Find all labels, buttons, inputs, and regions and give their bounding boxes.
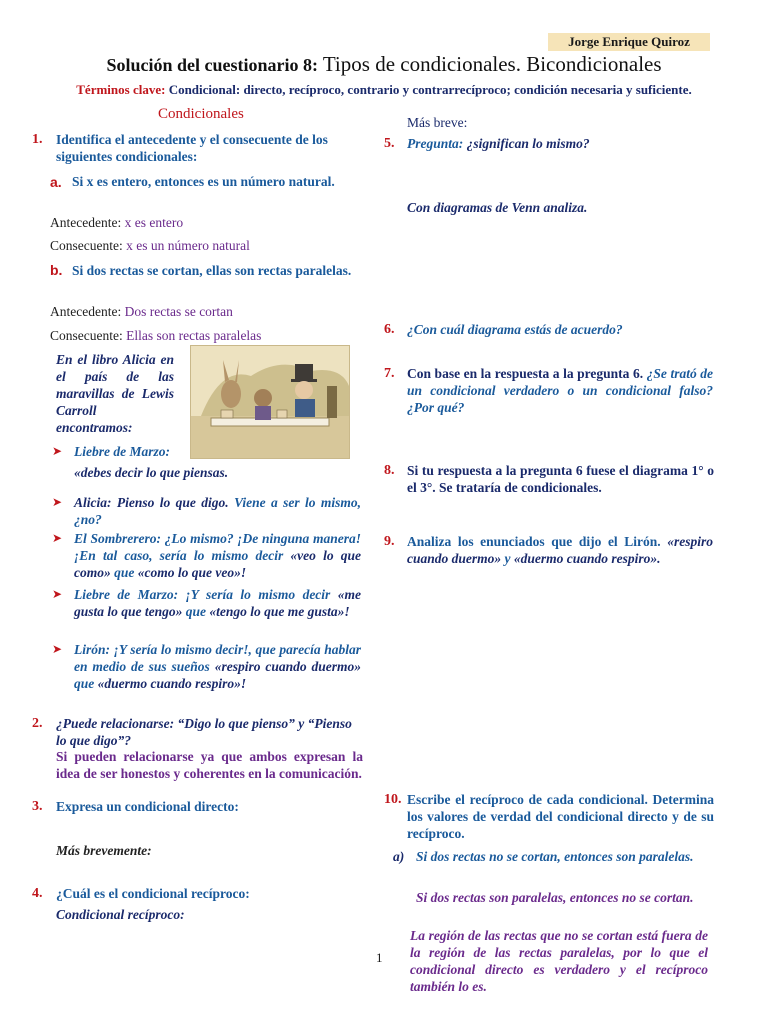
page-title bbox=[0, 52, 768, 77]
q1-text: Identifica el antecedente y el consecuente de los siguientes condicionales: bbox=[56, 132, 328, 164]
q10a-label: a) bbox=[393, 849, 405, 864]
tea-party-illustration bbox=[190, 345, 350, 459]
q5-text: ¿significan lo mismo? bbox=[466, 136, 590, 151]
sombrerero-c: que bbox=[114, 565, 135, 580]
item-a-label: a. bbox=[50, 174, 62, 190]
alicia-b: Viene a ser lo mismo, ¿no? bbox=[74, 495, 361, 527]
q7-text-b: ¿Se trató de un condicional verdadero o un condicional falso? ¿Por qué? bbox=[407, 366, 714, 415]
page-number: 1 bbox=[376, 950, 383, 965]
q1-number: 1. bbox=[32, 132, 43, 147]
b-antecedent-value: Dos rectas se cortan bbox=[124, 304, 233, 319]
liebre2-line bbox=[74, 586, 361, 620]
a-antecedent-value: x es entero bbox=[124, 215, 184, 230]
q9-text-a: Analiza los enunciados que dijo el Lirón. bbox=[407, 534, 661, 549]
q2-answer: Si pueden relacionarse ya que ambos expresan la idea de ser honestos y coherentes en la comunicación. bbox=[56, 749, 363, 781]
title-rest: Tipos de condicionales. Bicondicionales bbox=[322, 52, 662, 76]
item-b-label: b. bbox=[50, 262, 63, 278]
book-intro: En el libro Alicia en el país de las maravillas de Lewis Carroll encontramos: bbox=[56, 352, 174, 435]
keywords-text: Condicional: directo, recíproco, contrario y contrarrecíproco; condición necesaria y suficiente. bbox=[168, 82, 692, 97]
red-arrowhead-icon: ➤ bbox=[52, 587, 63, 601]
section-heading: Condicionales bbox=[158, 106, 244, 122]
title-bold: Solución del cuestionario 8: bbox=[106, 55, 318, 75]
liron-c: que bbox=[74, 676, 95, 691]
q9-text-d: «duermo cuando respiro». bbox=[513, 551, 661, 566]
q6-number: 6. bbox=[384, 322, 395, 337]
b-consequent-value: Ellas son rectas paralelas bbox=[126, 328, 262, 343]
q7-number: 7. bbox=[384, 366, 395, 381]
red-arrowhead-icon: ➤ bbox=[52, 531, 63, 545]
q10a-answer: La región de las rectas que no se cortan está fuera de la región de las rectas paralelas, por lo que el condicional directo es verdadero y el recíproco también lo es. bbox=[410, 928, 708, 994]
liron-line bbox=[74, 641, 361, 692]
venn-text: Con diagramas de Venn analiza. bbox=[407, 200, 588, 215]
alicia-line bbox=[74, 494, 361, 528]
q3-number: 3. bbox=[32, 799, 43, 814]
liebre2-a: Liebre de Marzo: ¡Y sería lo mismo decir bbox=[74, 587, 331, 602]
keywords-label: Términos clave: bbox=[76, 82, 166, 97]
q9-text-b: «respiro cuando duermo» bbox=[407, 534, 714, 566]
red-arrowhead-icon: ➤ bbox=[52, 444, 63, 458]
q10a-text: Si dos rectas no se cortan, entonces son paralelas. bbox=[416, 849, 694, 864]
illustration-svg bbox=[191, 346, 349, 458]
item-a-text: Si x es entero, entonces es un número natural. bbox=[72, 174, 335, 189]
q9-number: 9. bbox=[384, 534, 395, 549]
a-consequent-value: x es un número natural bbox=[126, 238, 250, 253]
item-b-text: Si dos rectas se cortan, ellas son rectas paralelas. bbox=[72, 263, 352, 278]
liron-a: Lirón: ¡Y sería lo mismo decir!, que parecía hablar en medio de sus sueños bbox=[74, 642, 361, 674]
q3-brief: Más brevemente: bbox=[56, 843, 152, 858]
q10a-reciprocal: Si dos rectas son paralelas, entonces no se cortan. bbox=[416, 890, 694, 905]
sombrerero-b: «veo lo que como» bbox=[74, 548, 361, 580]
b-antecedent bbox=[50, 303, 233, 320]
sombrerero-a: El Sombrerero: ¿Lo mismo? ¡De ninguna manera! ¡En tal caso, sería lo mismo decir bbox=[74, 531, 361, 563]
sombrerero-line bbox=[74, 530, 361, 581]
sombrerero-d: «como lo que veo»! bbox=[137, 565, 247, 580]
q9-text-c: y bbox=[504, 551, 511, 566]
a-antecedent bbox=[50, 214, 183, 231]
a-consequent-label: Consecuente: bbox=[50, 238, 123, 253]
liebre2-d: «tengo lo que me gusta»! bbox=[209, 604, 350, 619]
q9-line bbox=[407, 533, 713, 567]
q8-text: Si tu respuesta a la pregunta 6 fuese el diagrama 1° o el 3°. Se trataría de condicionales. bbox=[407, 463, 714, 495]
a-antecedent-label: Antecedente: bbox=[50, 215, 122, 230]
q5-number: 5. bbox=[384, 136, 395, 151]
a-consequent bbox=[50, 237, 250, 254]
b-consequent-label: Consecuente: bbox=[50, 328, 123, 343]
q4-number: 4. bbox=[32, 886, 43, 901]
keywords-line bbox=[0, 82, 768, 98]
q4-text: ¿Cuál es el condicional recíproco: bbox=[56, 886, 250, 901]
q5-line bbox=[407, 135, 590, 152]
q10-number: 10. bbox=[384, 792, 402, 807]
q3-text: Expresa un condicional directo: bbox=[56, 799, 239, 814]
q10-text: Escribe el recíproco de cada condicional. Determina los valores de verdad del condicional directo y de su recíproco. bbox=[407, 792, 714, 841]
author-badge: Jorge Enrique Quiroz bbox=[548, 33, 710, 51]
q2-text: ¿Puede relacionarse: “Digo lo que pienso” y “Pienso lo que digo”? bbox=[56, 716, 352, 748]
b-consequent bbox=[50, 327, 261, 344]
liebre2-b: «me gusta lo que tengo» bbox=[74, 587, 362, 619]
liebre1-name: Liebre de Marzo: bbox=[74, 444, 170, 459]
liron-b: «respiro cuando duermo» bbox=[214, 659, 361, 674]
red-arrowhead-icon: ➤ bbox=[52, 642, 63, 656]
q7-line bbox=[407, 365, 713, 416]
q5-label: Pregunta: bbox=[407, 136, 464, 151]
q6-text: ¿Con cuál diagrama estás de acuerdo? bbox=[407, 322, 623, 337]
alicia-a: Alicia: Pienso lo que digo. bbox=[74, 495, 229, 510]
q2-number: 2. bbox=[32, 716, 43, 731]
mas-breve: Más breve: bbox=[407, 115, 468, 130]
q7-text-a: Con base en la respuesta a la pregunta 6. bbox=[407, 366, 644, 381]
q8-number: 8. bbox=[384, 463, 395, 478]
red-arrowhead-icon: ➤ bbox=[52, 495, 63, 509]
liebre1-quote: «debes decir lo que piensas. bbox=[74, 465, 229, 480]
q4-sub: Condicional recíproco: bbox=[56, 907, 185, 922]
liron-d: «duermo cuando respiro»! bbox=[97, 676, 247, 691]
liebre2-c: que bbox=[185, 604, 207, 619]
b-antecedent-label: Antecedente: bbox=[50, 304, 122, 319]
